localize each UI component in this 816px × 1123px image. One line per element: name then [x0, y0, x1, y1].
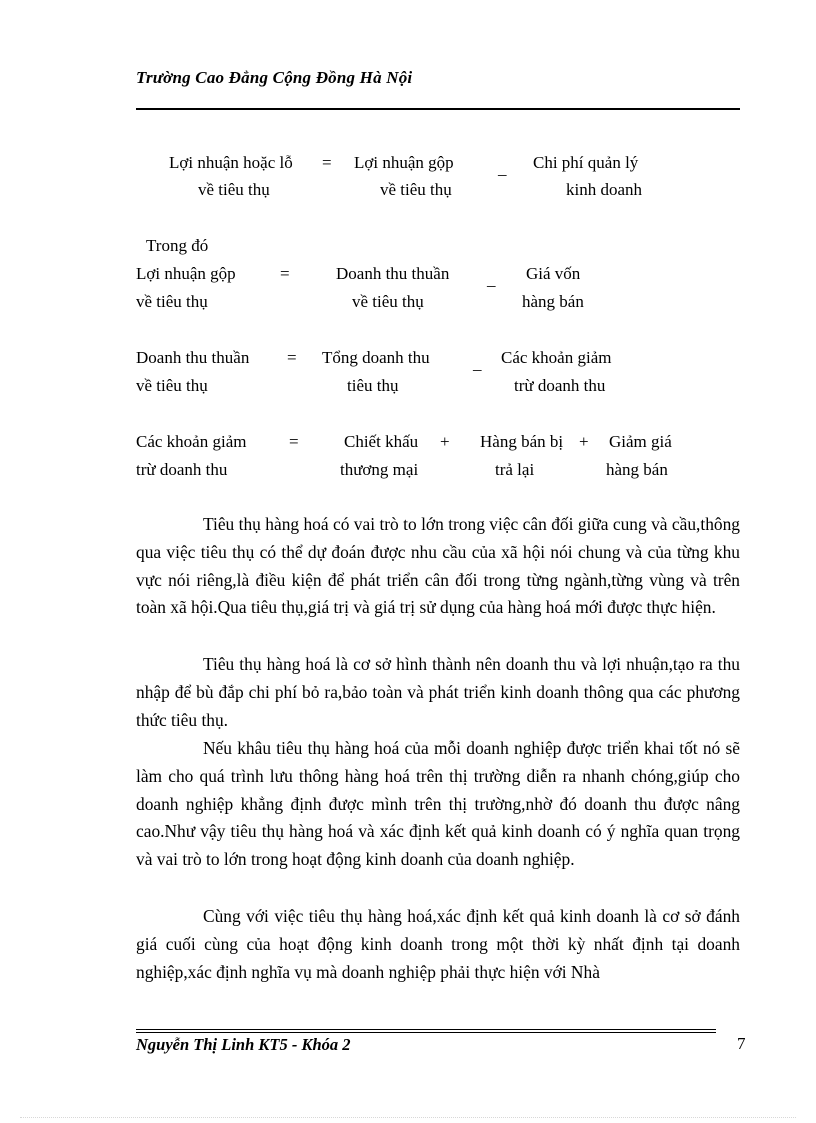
- page-bottom-divider: [20, 1117, 796, 1118]
- formula-3-term2-line1: Các khoản giảm: [501, 348, 612, 367]
- formula-4-term2-line2: trả lại: [495, 460, 535, 479]
- formula-4-plus-1: +: [440, 432, 450, 451]
- formula-1-left-line2: về tiêu thụ: [198, 180, 270, 199]
- formula-2-minus: _: [487, 270, 496, 289]
- formula-4-term3-line2: hàng bán: [606, 460, 668, 479]
- body-paragraph-4: Cùng với việc tiêu thụ hàng hoá,xác định kết quả kinh doanh là cơ sở đánh giá cuối cùng của hoạt động kinh doanh trong một thời kỳ nhất định tại doanh nghiệp,xác định nghĩa vụ mà doanh nghiệp phải thực hiện với Nhà: [136, 906, 740, 982]
- header-title: Trường Cao Đẳng Cộng Đồng Hà Nội: [136, 68, 413, 87]
- formula-2-equals: =: [280, 264, 290, 283]
- body-paragraph-2: Tiêu thụ hàng hoá là cơ sở hình thành nên doanh thu và lợi nhuận,tạo ra thu nhập để bù đắp chi phí bỏ ra,bảo toàn và phát triển kinh doanh thông qua các phương thức tiêu thụ.: [136, 654, 740, 730]
- formula-1-left-line1: Lợi nhuận hoặc lỗ: [169, 153, 293, 172]
- formula-3-left-line1: Doanh thu thuần: [136, 348, 250, 367]
- formula-4-plus-2: +: [579, 432, 589, 451]
- formula-1-term1-line1: Lợi nhuận gộp: [354, 153, 454, 172]
- formula-3-term2-line2: trừ doanh thu: [514, 376, 606, 395]
- formula-3-term1-line1: Tổng doanh thu: [322, 348, 430, 367]
- formula-4-left-line1: Các khoản giảm: [136, 432, 247, 451]
- formula-4-term3-line1: Giảm giá: [609, 432, 672, 451]
- body-paragraph-1: Tiêu thụ hàng hoá có vai trò to lớn trong việc cân đối giữa cung và cầu,thông qua việc tiêu thụ có thể dự đoán được nhu cầu của xã hội nói chung và của từng khu vực nói riêng,là điều kiện để phát triển cân đối trong từng ngành,từng vùng và trên toàn xã hội.Qua tiêu thụ,giá trị và giá trị sử dụng của hàng hoá mới được thực hiện.: [136, 514, 740, 618]
- formula-2-term1-line1: Doanh thu thuần: [336, 264, 450, 283]
- formula-intro: Trong đó: [146, 236, 209, 255]
- footer-author: Nguyễn Thị Linh KT5 - Khóa 2: [136, 1035, 351, 1054]
- formula-3-left-line2: về tiêu thụ: [136, 376, 208, 395]
- page-number: 7: [737, 1034, 746, 1053]
- formula-4-term1-line1: Chiết khấu: [344, 432, 419, 451]
- formula-2-term1-line2: về tiêu thụ: [352, 292, 424, 311]
- formula-4-left-line2: trừ doanh thu: [136, 460, 228, 479]
- formula-2-left-line1: Lợi nhuận gộp: [136, 264, 236, 283]
- body-paragraph-3: Nếu khâu tiêu thụ hàng hoá của mỗi doanh nghiệp được triển khai tốt nó sẽ làm cho quá trình lưu thông hàng hoá trên thị trường diễn ra nhanh chóng,giúp cho doanh nghiệp khẳng định được mình trên thị trường,nhờ đó doanh thu được nâng cao.Như vậy tiêu thụ hàng hoá và xác định kết quả kinh doanh có ý nghĩa quan trọng và vai trò to lớn trong hoạt động kinh doanh của doanh nghiệp.: [136, 738, 740, 870]
- formula-4-term2-line1: Hàng bán bị: [480, 432, 564, 451]
- formula-1-term1-line2: về tiêu thụ: [380, 180, 452, 199]
- formula-1-minus: _: [498, 159, 507, 178]
- footer-rule-top: [136, 1029, 716, 1030]
- formula-2-term2-line2: hàng bán: [522, 292, 584, 311]
- formula-4-equals: =: [289, 432, 299, 451]
- formula-1-term2-line2: kinh doanh: [566, 180, 643, 199]
- formula-1-equals: =: [322, 153, 332, 172]
- formula-3-equals: =: [287, 348, 297, 367]
- formula-1-term2-line1: Chi phí quản lý: [533, 153, 639, 172]
- footer-rule-bottom: [136, 1032, 716, 1033]
- formula-3-minus: _: [473, 354, 482, 373]
- formula-4-term1-line2: thương mại: [340, 460, 419, 479]
- formula-3-term1-line2: tiêu thụ: [347, 376, 399, 395]
- header-rule: [136, 108, 740, 110]
- formula-2-left-line2: về tiêu thụ: [136, 292, 208, 311]
- formula-2-term2-line1: Giá vốn: [526, 264, 581, 283]
